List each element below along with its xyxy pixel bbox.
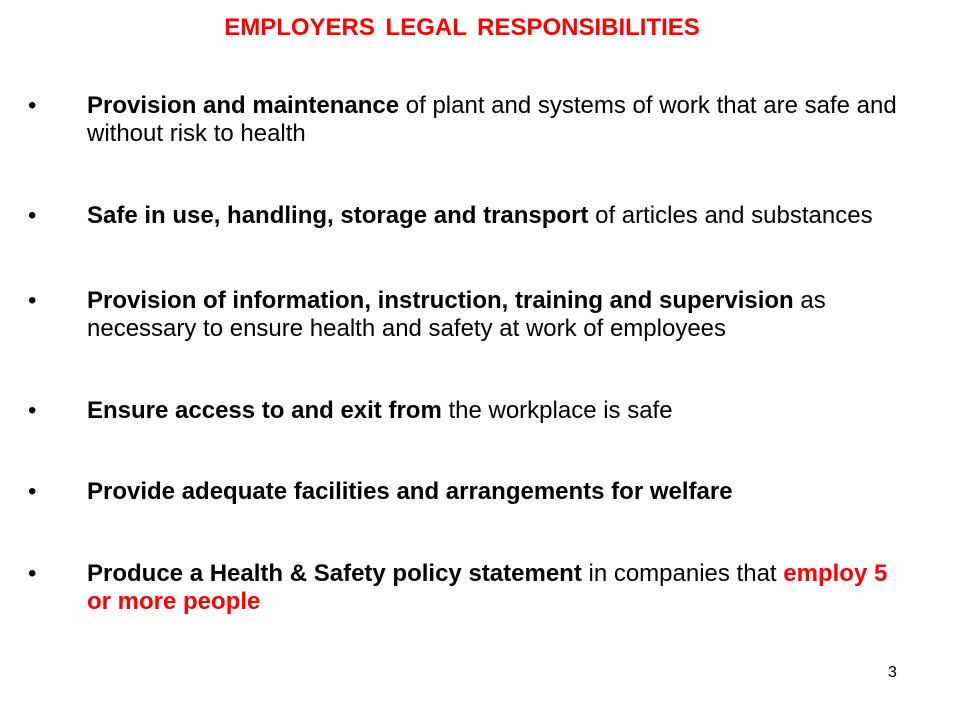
list-item [28,560,898,616]
bullet-icon: • [28,202,37,229]
bullet-icon: • [28,560,37,587]
list-item [28,397,898,425]
responsibilities-list [28,92,898,616]
list-item [28,478,898,506]
list-item [28,287,898,343]
bullet-icon: • [28,397,37,424]
bullet-text: of articles and substances [588,202,873,229]
bullet-highlight-text: employ 5 or more people [87,560,888,615]
slide-title: EMPLOYERS LEGAL RESPONSIBILITIES [224,14,700,41]
page-number: 3 [888,664,897,681]
bullet-bold-text: Provision and maintenance [87,92,400,119]
bullet-text: in companies that [581,560,784,587]
list-item [28,92,898,148]
bullet-icon: • [28,92,37,119]
bullet-bold-text: Ensure access to and exit from [87,397,442,424]
bullet-bold-text: Provision of information, instruction, training and supervision [87,287,794,314]
bullet-bold-text: Provide adequate facilities and arrangements for welfare [87,478,733,505]
bullet-text: the workplace is safe [441,397,673,424]
bullet-icon: • [28,478,37,505]
bullet-bold-text: Produce a Health & Safety policy statement [87,560,582,587]
bullet-text: of plant and systems of work that are safe and without risk to health [87,92,897,147]
bullet-icon: • [28,287,37,314]
bullet-text: as necessary to ensure health and safety at work of employees [87,287,826,342]
list-item [28,202,898,230]
bullet-bold-text: Safe in use, handling, storage and transport [87,202,589,229]
